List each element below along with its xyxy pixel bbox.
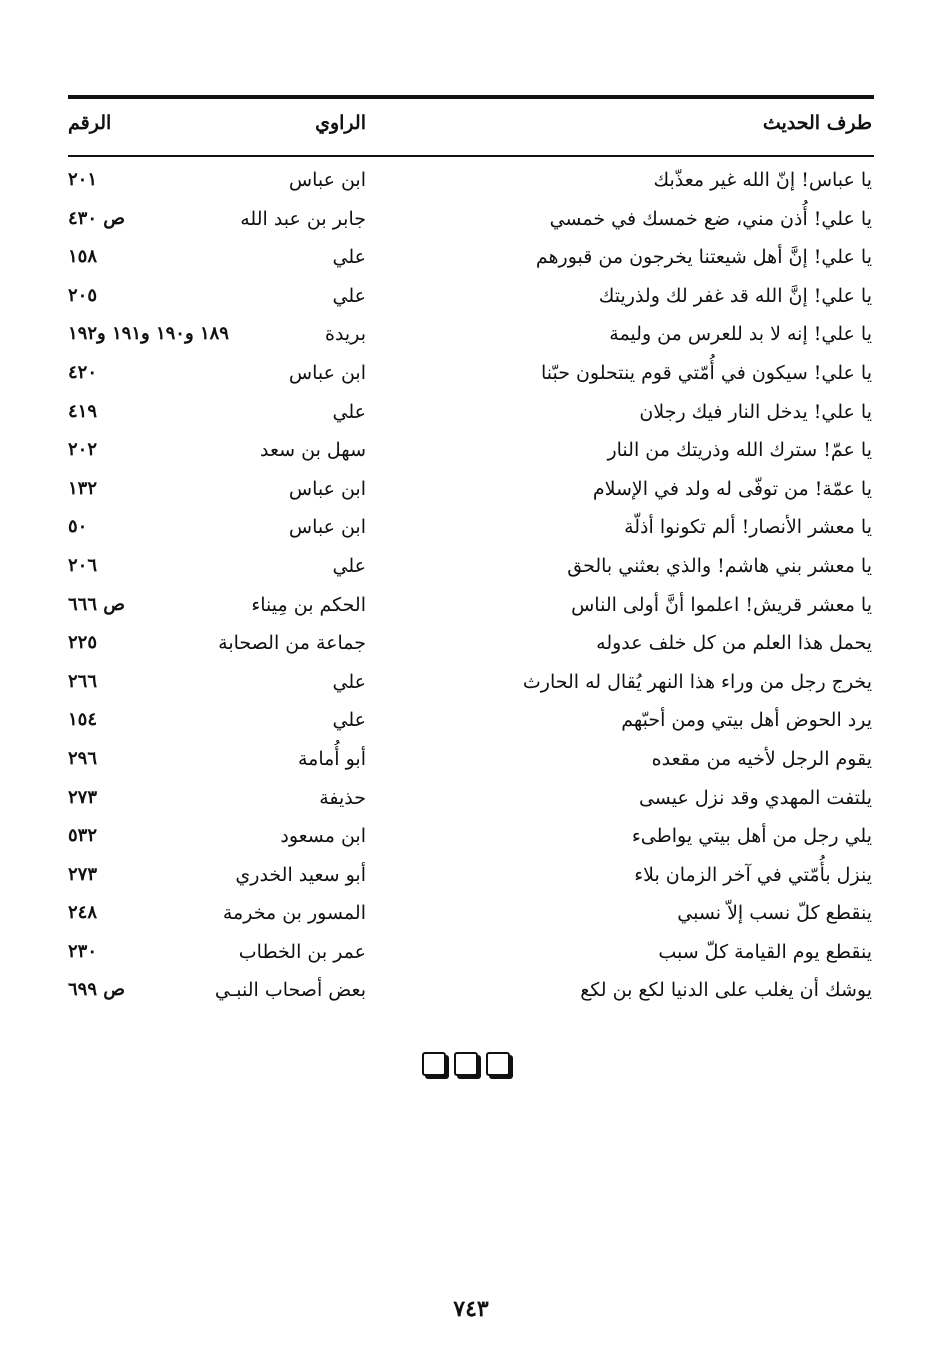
header-top-rule [68,95,874,99]
number-cell: ٢٧٣ [68,863,98,885]
narrator-cell: ابن مسعود [280,825,366,848]
page-number: ٧٤٣ [453,1296,489,1322]
hadith-cell: يرد الحوض أهل بيتي ومن أحبّهم [621,709,872,732]
number-cell: ٢٠٥ [68,284,98,306]
table-row [68,665,874,704]
narrator-cell: سهل بن سعد [260,439,366,462]
number-cell: ١٥٨ [68,246,98,268]
table-row [68,742,874,781]
number-cell: ٢٣٠ [68,940,98,962]
table-row [68,356,874,395]
number-cell: ٢٠٦ [68,554,98,576]
number-cell: ٢٦٦ [68,670,98,692]
table-row [68,510,874,549]
narrator-cell: علي [332,554,366,577]
narrator-cell: بريدة [325,323,366,346]
hadith-cell: يا علي! إنَّ الله قد غفر لك ولذريتك [598,284,872,307]
hadith-cell: يقوم الرجل لأخيه من مقعده [651,747,872,770]
hadith-cell: ينقطع كلّ نسب إلاّ نسبي [677,902,872,925]
narrator-cell: أبو أُمامة [297,747,366,770]
hadith-cell: يا عباس! إنّ الله غير معذّبك [653,169,872,191]
hadith-cell: يا معشر الأنصار! ألم تكونوا أذلّة [624,516,872,539]
number-cell: ٥٠ [68,516,88,538]
table-row [68,279,874,318]
number-cell: ٤٢٠ [68,361,98,383]
column-header-narrator: الراوي [315,112,366,134]
narrator-cell: علي [332,284,366,307]
narrator-cell: المسور بن مخرمة [222,902,366,925]
hadith-cell: يخرج رجل من وراء هذا النهر يُقال له الحارث [522,670,872,693]
hadith-cell: يا معشر قريش! اعلموا أنَّ أولى الناس [571,593,872,616]
narrator-cell: علي [332,400,366,423]
table-row [68,163,874,202]
table-row [68,973,874,1012]
table-row [68,549,874,588]
number-cell: ٢٠٢ [68,439,98,461]
number-cell: ٥٣٢ [68,825,98,847]
number-cell: ص ٤٣٠ [68,207,126,229]
narrator-cell: الحكم بن مِيناء [251,593,366,616]
table-row [68,395,874,434]
hadith-cell: يا علي! أُذن مني، ضع خمسك في خمسي [549,207,872,230]
number-cell: ٢٧٣ [68,786,98,808]
table-row [68,433,874,472]
table-row [68,703,874,742]
number-cell: ٢٠١ [68,169,98,190]
hadith-cell: يوشك أن يغلب على الدنيا لكع بن لكع [580,979,872,1002]
narrator-cell: جابر بن عبد الله [240,207,366,230]
table-row [68,472,874,511]
number-cell: ١٣٢ [68,477,98,499]
hadith-cell: يا معشر بني هاشم! والذي بعثني بالحق [567,554,872,577]
table-row [68,626,874,665]
narrator-cell: حذيفة [319,786,366,809]
narrator-cell: ابن عباس [288,516,366,539]
hadith-cell: ينزل بأُمّتي في آخر الزمان بلاء [634,863,872,886]
table-row [68,896,874,935]
hadith-cell: ينقطع يوم القيامة كلّ سبب [658,940,872,963]
number-cell: ١٨٩ و١٩٠ و١٩١ و١٩٢ [68,323,229,345]
column-header-number: الرقم [68,112,112,134]
narrator-cell: ابن عباس [288,169,366,191]
number-cell: ٢٩٦ [68,747,98,769]
narrator-cell: جماعة من الصحابة [218,632,366,655]
number-cell: ٢٤٨ [68,902,98,924]
hadith-cell: يا علي! سيكون في أُمّتي قوم ينتحلون حبّنا [540,361,872,384]
hadith-cell: يا عمّ! سترك الله وذريتك من النار [607,439,872,462]
hadith-cell: يحمل هذا العلم من كل خلف عدوله [596,632,872,655]
hadith-cell: يلي رجل من أهل بيتي يواطىء [631,825,872,848]
narrator-cell: بعض أصحاب النبـي [214,979,366,1002]
narrator-cell: علي [332,246,366,269]
table-row [68,588,874,627]
narrator-cell: ابن عباس [288,361,366,384]
square-ornament-icon [486,1052,510,1076]
hadith-cell: يا عمّة! من توفّى له ولد في الإسلام [592,477,872,500]
hadith-cell: يا علي! إنَّ أهل شيعتنا يخرجون من قبورهم [535,246,872,269]
square-ornament-icon [454,1052,478,1076]
table-row [68,819,874,858]
table-row [68,202,874,241]
table-row [68,858,874,897]
narrator-cell: أبو سعيد الخدري [235,863,366,886]
column-header-hadith: طرف الحديث [762,112,872,134]
hadith-cell: يا علي! إنه لا بد للعرس من وليمة [609,323,872,346]
table-row [68,935,874,974]
header-bottom-rule [68,155,874,157]
table-row [68,317,874,356]
table-row [68,240,874,279]
narrator-cell: ابن عباس [288,477,366,500]
hadith-cell: يلتفت المهدي وقد نزل عيسى [638,786,872,809]
hadith-cell: يا علي! يدخل النار فيك رجلان [639,400,872,423]
narrator-cell: عمر بن الخطاب [238,940,366,963]
number-cell: ٤١٩ [68,400,98,422]
number-cell: ٢٢٥ [68,632,98,654]
square-ornament-icon [422,1052,446,1076]
section-end-ornament [422,1052,510,1076]
number-cell: ١٥٤ [68,709,98,731]
hadith-index-table [68,163,874,1012]
table-row [68,781,874,820]
number-cell: ص ٦٦٦ [68,593,126,615]
narrator-cell: علي [332,709,366,732]
number-cell: ص ٦٩٩ [68,979,126,1001]
narrator-cell: علي [332,670,366,693]
